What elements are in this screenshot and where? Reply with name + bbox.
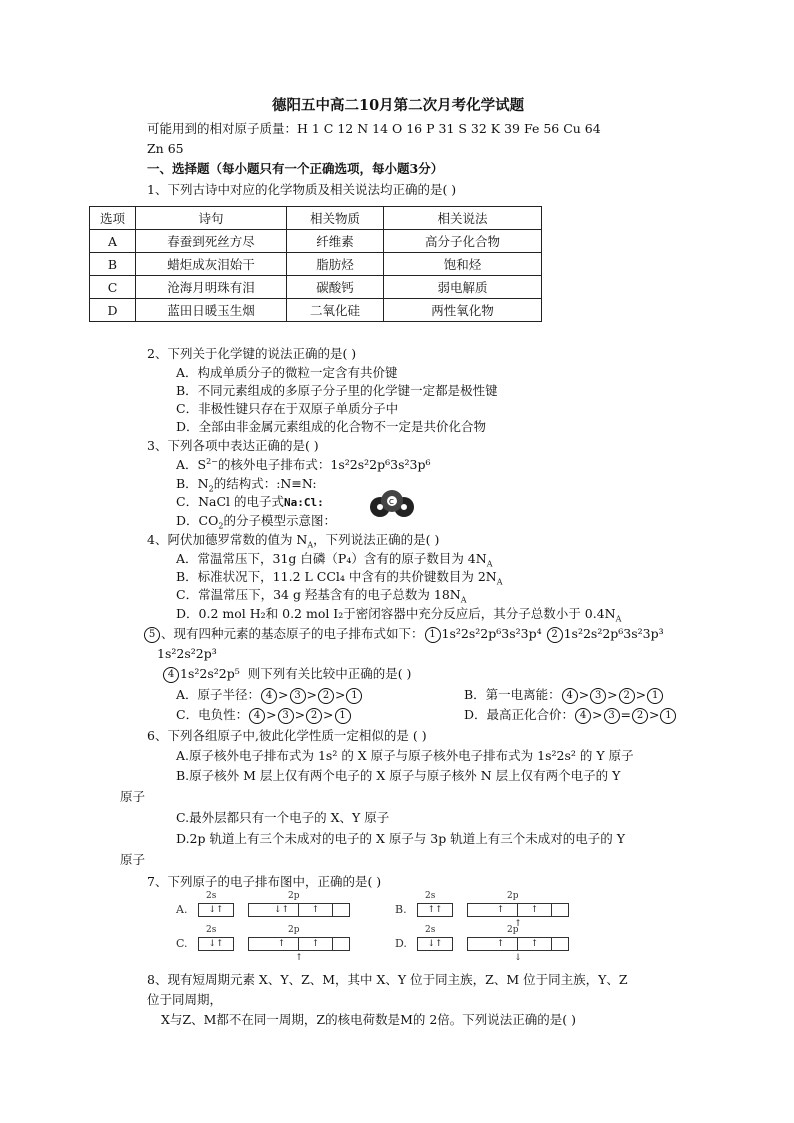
q4-stem-text-2: ，下列说法正确的是( ) <box>313 532 440 547</box>
option-label: C. <box>176 937 188 950</box>
orbital-diagram-c <box>176 925 356 963</box>
option-label: D. <box>395 937 407 950</box>
option-a-prefix: A．S <box>176 457 207 472</box>
circled-5-icon: 5 <box>144 627 160 643</box>
question-2-option-b: B．不同元素组成的多原子分子里的化学键一定都是极性键 <box>176 383 498 398</box>
subshell-label: 2p <box>288 925 300 935</box>
question-4-option-a <box>176 551 492 567</box>
table-header-cell: 相关说法 <box>384 207 542 230</box>
question-8-line-2: 位于同周期， <box>147 992 223 1007</box>
page-title: 德阳五中高二10月第二次月考化学试题 <box>272 97 525 114</box>
table-cell: 蓝田日暖玉生烟 <box>136 299 287 322</box>
option-text: B．标准状况下，11.2 L CCl₄ 中含有的共价键数目为 2N <box>176 569 497 584</box>
question-2-stem: 2、下列关于化学键的说法正确的是( ) <box>147 346 357 361</box>
option-d-text: 的分子模型示意图： <box>223 513 336 528</box>
table-cell: 纤维素 <box>287 230 384 253</box>
q5-stem-text: 、现有四种元素的基态原子的电子排布式如下： <box>161 626 424 641</box>
subscript-a: A <box>460 595 467 605</box>
table-row <box>90 299 542 322</box>
table-cell: 二氧化硅 <box>287 299 384 322</box>
circled-4-icon: 4 <box>575 708 591 724</box>
table-cell: 春蚕到死丝方尽 <box>136 230 287 253</box>
orbital-box-2s: ↓↑ <box>198 903 234 917</box>
question-7-stem: 7、下列原子的电子排布图中，正确的是( ) <box>147 874 382 889</box>
q5-ask: 则下列有关比较中正确的是( ) <box>247 666 412 681</box>
config-2: 1s²2s²2p⁶3s²3p³ <box>563 626 664 641</box>
table-row <box>90 253 542 276</box>
orbital-diagram-d <box>395 925 575 963</box>
question-6-option-d-cont: 原子 <box>120 852 146 867</box>
table-cell: B <box>90 253 136 276</box>
circled-2-icon: 2 <box>619 688 635 704</box>
table-cell: 脂肪烃 <box>287 253 384 276</box>
table-cell: 碳酸钙 <box>287 276 384 299</box>
option-text: D．最高正化合价： <box>464 707 575 722</box>
question-3-option-a: A．$S^{2-}$的核外电子排布式：1s²2s²2p⁶3s²3p⁶ <box>176 456 431 472</box>
question-5-option-d: D．最高正化合价： 4 > 3 = 2 > 1 <box>464 707 677 724</box>
option-text: D．0.2 mol H₂和 0.2 mol I₂于密闭容器中充分反应后，其分子总数小于 0.4N <box>176 606 616 621</box>
question-8-line-3: X与Z、M都不在同一周期，Z的核电荷数是M的 2倍。下列说法正确的是( ) <box>161 1012 577 1027</box>
circled-2-icon: 2 <box>318 688 334 704</box>
question-1-stem: 1、下列古诗中对应的化学物质及相关说法均正确的是( ) <box>147 182 457 197</box>
question-4-option-c <box>176 587 467 603</box>
atomic-masses-line-2: Zn 65 <box>147 141 184 156</box>
circled-2-icon: 2 <box>547 627 563 643</box>
question-3-option-d: D．$CO_2$的分子模型示意图： <box>176 513 336 531</box>
circled-4-icon: 4 <box>163 667 179 683</box>
question-2-option-a: A．构成单质分子的微粒一定含有共价键 <box>176 365 398 380</box>
question-5-option-c: C．电负性： 4 > 3 > 2 > 1 <box>176 707 352 724</box>
circled-1-icon: 1 <box>647 688 663 704</box>
subshell-label: 2p <box>507 925 519 935</box>
subscript-a: A <box>307 540 314 550</box>
table-header-cell: 选项 <box>90 207 136 230</box>
subshell-label: 2s <box>206 891 217 901</box>
question-5-config-4 <box>162 666 411 683</box>
subshell-label: 2s <box>206 925 217 935</box>
circled-3-icon: 3 <box>590 688 606 704</box>
table-cell: 弱电解质 <box>384 276 542 299</box>
config-1: 1s²2s²2p⁶3s²3p⁴ <box>441 626 542 641</box>
option-a-text: 的核外电子排布式：1s²2s²2p⁶3s²3p⁶ <box>217 457 431 472</box>
subscript-a: A <box>615 614 622 624</box>
question-5-stem <box>143 626 664 643</box>
question-6-option-d: D.2p 轨道上有三个未成对的电子的 X 原子与 3p 轨道上有三个未成对的电子的 Y <box>176 831 625 846</box>
question-2-option-c: C．非极性键只存在于双原子单质分子中 <box>176 401 399 416</box>
table-row <box>90 230 542 253</box>
subscript-a: A <box>496 577 503 587</box>
table-cell: 两性氧化物 <box>384 299 542 322</box>
option-text: A．原子半径： <box>176 687 261 702</box>
co2-molecule-model-icon <box>370 487 414 523</box>
subscript-a: A <box>486 559 493 569</box>
table-cell: A <box>90 230 136 253</box>
question-6-option-a: A.原子核外电子排布式为 1s² 的 X 原子与原子核外电子排布式为 1s²2s² 的 Y 原子 <box>176 748 634 763</box>
orbital-box-2p: ↓↑ ↑ <box>248 903 350 917</box>
subshell-label: 2s <box>425 925 436 935</box>
question-4-option-b <box>176 569 503 585</box>
table-cell: 蜡炬成灰泪始干 <box>136 253 287 276</box>
question-2-option-d: D．全部由非金属元素组成的化合物不一定是共价化合物 <box>176 419 487 434</box>
question-6-option-b: B.原子核外 M 层上仅有两个电子的 X 原子与原子核外 N 层上仅有两个电子的 Y <box>176 768 621 783</box>
orbital-box-2p: ↑ ↑↑ <box>467 903 569 917</box>
option-text: A．常温常压下，31g 白磷（P₄）含有的原子数目为 4N <box>176 551 487 566</box>
question-5-option-a: A．原子半径： 4 > 3 > 2 > 1 <box>176 687 363 704</box>
config-4: 1s²2s²2p⁵ <box>180 666 240 681</box>
subshell-label: 2s <box>425 891 436 901</box>
circled-1-icon: 1 <box>335 708 351 724</box>
question-8-line-1: 8、现有短周期元素 X、Y、Z、M，其中 X、Y 位于同主族，Z、M 位于同主族，Y、Z <box>147 972 628 987</box>
question-6-stem: 6、下列各组原子中,彼此化学性质一定相似的是 ( ) <box>147 728 427 743</box>
option-text: C．电负性： <box>176 707 249 722</box>
atomic-masses-line: 可能用到的相对原子质量：H 1 C 12 N 14 O 16 P 31 S 32 K 39 Fe 56 Cu 64 <box>147 121 601 136</box>
orbital-box-2p: ↑ ↑↑ <box>248 937 350 951</box>
orbital-box-2s: ↑↑ <box>417 903 453 917</box>
circled-2-icon: 2 <box>306 708 322 724</box>
option-text: C．常温常压下，34 g 羟基含有的电子总数为 18N <box>176 587 461 602</box>
option-c-text: C．NaCl 的电子式 <box>176 494 284 509</box>
option-text: B．第一电离能： <box>464 687 561 702</box>
table-cell: 高分子化合物 <box>384 230 542 253</box>
question-1-table <box>89 206 542 322</box>
orbital-box-2s: ↓↑ <box>417 937 453 951</box>
table-header-cell: 诗句 <box>136 207 287 230</box>
electron-formula: Na:Cl: <box>284 496 324 509</box>
circled-1-icon: 1 <box>660 708 676 724</box>
question-6-option-b-cont: 原子 <box>120 789 146 804</box>
question-3-option-b: B．$N_2$的结构式：:N≡N: <box>176 476 317 494</box>
question-3-stem: 3、下列各项中表达正确的是( ) <box>147 438 319 453</box>
circled-4-icon: 4 <box>261 688 277 704</box>
option-b-text: 的结构式：:N≡N: <box>213 476 317 491</box>
table-cell: C <box>90 276 136 299</box>
table-header-row <box>90 207 542 230</box>
subshell-label: 2p <box>507 891 519 901</box>
circled-3-icon: 3 <box>290 688 306 704</box>
orbital-box-2s: ↓↑ <box>198 937 234 951</box>
circled-4-icon: 4 <box>562 688 578 704</box>
orbital-diagram-a <box>176 893 356 923</box>
circled-1-icon: 1 <box>346 688 362 704</box>
orbital-box-2p: ↑ ↑↓ <box>467 937 569 951</box>
option-label: B. <box>395 903 407 916</box>
section-heading: 一、选择题（每小题只有一个正确选项，每小题3分） <box>147 161 444 176</box>
config-3: 1s²2s²2p³ <box>157 646 217 661</box>
question-5-option-b: B．第一电离能： 4 > 3 > 2 > 1 <box>464 687 664 704</box>
table-cell: 饱和烃 <box>384 253 542 276</box>
subshell-label: 2p <box>288 891 300 901</box>
circled-2-icon: 2 <box>632 708 648 724</box>
circled-1-icon: 1 <box>425 627 441 643</box>
option-b-prefix: B．N <box>176 476 209 491</box>
question-4-stem <box>147 532 439 548</box>
circled-3-icon: 3 <box>604 708 620 724</box>
q4-stem-text: 4、阿伏加德罗常数的值为 N <box>147 532 308 547</box>
option-label: A. <box>176 903 188 916</box>
question-4-option-d <box>176 606 621 622</box>
svg-text:C: C <box>389 498 394 506</box>
orbital-diagram-b <box>395 891 575 929</box>
option-d-prefix: D．CO <box>176 513 219 528</box>
question-6-option-c: C.最外层都只有一个电子的 X、Y 原子 <box>176 810 390 825</box>
question-3-option-c <box>176 494 324 511</box>
table-cell: 沧海月明珠有泪 <box>136 276 287 299</box>
circled-3-icon: 3 <box>278 708 294 724</box>
circled-4-icon: 4 <box>249 708 265 724</box>
table-header-cell: 相关物质 <box>287 207 384 230</box>
table-cell: D <box>90 299 136 322</box>
table-row <box>90 276 542 299</box>
